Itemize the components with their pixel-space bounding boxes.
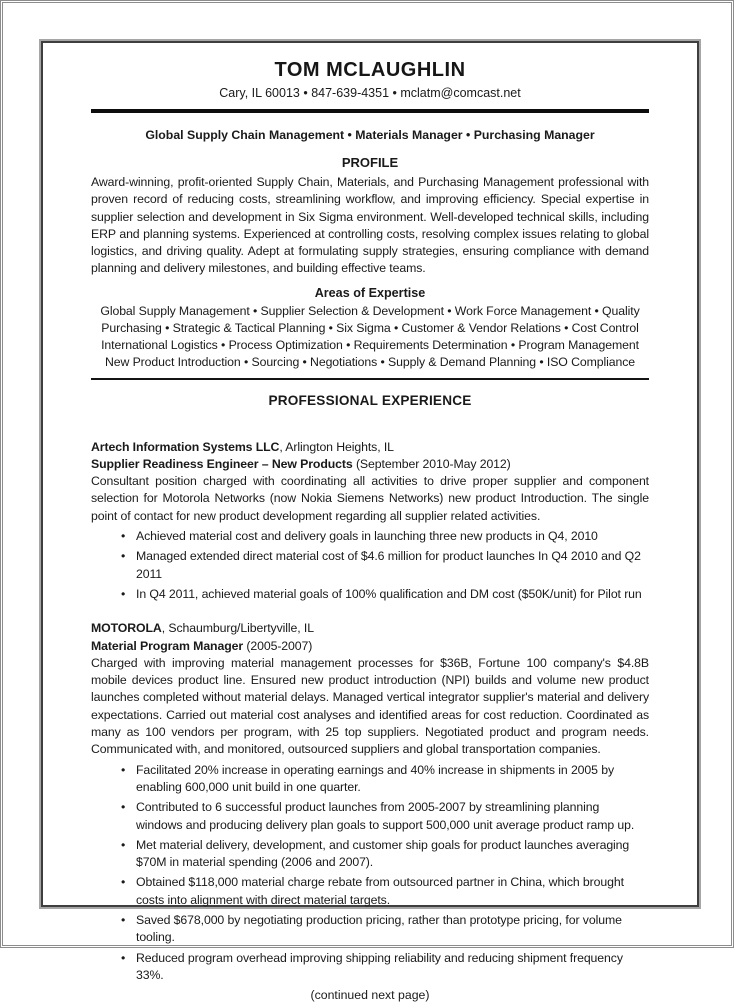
bullet-item: • Met material delivery, development, and customer ship goals for product launches averaging $70M in material spending (2006 and 2007). [121, 837, 649, 872]
bullet-item: • Obtained $118,000 material charge rebate from outsourced partner in China, which brought costs into alignment with direct material targets. [121, 874, 649, 909]
company-name: MOTOROLA [91, 621, 162, 636]
continued-note: (continued next page) [310, 988, 430, 1003]
resume-sheet [41, 41, 699, 1003]
bullet-item: • In Q4 2011, achieved material goals of 100% qualification and DM cost ($50K/unit) for Pilot run [121, 586, 649, 603]
person-name: TOM MCLAUGHLIN [274, 59, 466, 81]
section-rule [91, 378, 649, 380]
company-name: Artech Information Systems LLC [91, 439, 280, 454]
bullet-item: • Achieved material cost and delivery goals in launching three new products in Q4, 2010 [121, 528, 649, 545]
expertise-line: Purchasing • Strategic & Tactical Planning • Six Sigma • Customer & Vendor Relations • Cost Control [101, 320, 639, 335]
expertise-line: Global Supply Management • Supplier Selection & Development • Work Force Management • Quality [100, 303, 640, 318]
bullet-list [91, 528, 649, 603]
job-dates: (2005-2007) [243, 638, 313, 653]
bullet-item: • Managed extended direct material cost of $4.6 million for product launches In Q4 2010 and Q2 2011 [121, 548, 649, 583]
expertise-list [91, 303, 649, 372]
job-summary: Consultant position charged with coordinating all activities to drive proper supplier and component selection for Motorola Networks (now Nokia Siemens Networks) new product Introduction. The single point of contact for new product development regarding all supplier related activities. [91, 474, 649, 523]
tagline: Global Supply Chain Management • Materials Manager • Purchasing Manager [145, 128, 595, 142]
company-line [91, 620, 649, 637]
bullet-item: • Saved $678,000 by negotiating production pricing, rather than prototype pricing, for volume tooling. [121, 912, 649, 947]
expertise-line: International Logistics • Process Optimization • Requirements Determination • Program Management [101, 338, 639, 353]
job-title: Material Program Manager [91, 638, 244, 653]
experience-heading: PROFESSIONAL EXPERIENCE [268, 392, 472, 408]
job-title: Supplier Readiness Engineer – New Products [91, 456, 353, 471]
title-line [91, 456, 649, 473]
bullet-item: • Facilitated 20% increase in operating earnings and 40% increase in shipments in 2005 by enabling 600,000 unit build in one quarter. [121, 762, 649, 797]
company-location: , Arlington Heights, IL [279, 439, 394, 454]
company-location: , Schaumburg/Libertyville, IL [161, 621, 314, 636]
title-line [91, 638, 649, 655]
expertise-heading: Areas of Expertise [314, 285, 426, 300]
contact-line: Cary, IL 60013 • 847-639-4351 • mclatm@comcast.net [219, 86, 521, 100]
header-rule [91, 109, 649, 113]
company-line [91, 439, 649, 456]
job-summary: Charged with improving material management processes for $36B, Fortune 100 company's $4.8B mobile devices product line. Ensured new product introduction (NPI) builds and volume new product launches completed without material delays. Managed vertical integrator supplier's material and delivery expectations. Carried out material cost analyses and identified areas for cost reduction. Coordinated as many as 100 vendors per program, with 25 top suppliers. Negotiated product and program needs. Communicated with, and monitored, outsourced suppliers and global transportation companies. [91, 655, 649, 757]
profile-heading: PROFILE [341, 155, 399, 170]
bullet-list [91, 762, 649, 985]
bullet-item: • Reduced program overhead improving shipping reliability and reducing shipment frequency 33%. [121, 950, 649, 985]
job-block-motorola [91, 620, 649, 984]
profile-text: Award-winning, profit-oriented Supply Chain, Materials, and Purchasing Management professional with proven record of reducing costs, streamlining workflow, and improving efficiency. Special expertise in supplier selection and development in Six Sigma environment. Well-developed technical skills, including ERP and planning systems. Experienced at controlling costs, resolving complex issues relating to global logistics, and driving quality. Adept at formulating supply strategies, ensuring compliance with demand planning and delivery milestones, and building effective teams. [91, 175, 649, 276]
bullet-item: • Contributed to 6 successful product launches from 2005-2007 by streamlining planning windows and producing delivery plan goals to support 500,000 unit average product ramp up. [121, 799, 649, 834]
job-dates: (September 2010-May 2012) [352, 456, 511, 471]
job-block-artech [91, 439, 649, 604]
expertise-line: New Product Introduction • Sourcing • Negotiations • Supply & Demand Planning • ISO Compliance [104, 355, 636, 370]
